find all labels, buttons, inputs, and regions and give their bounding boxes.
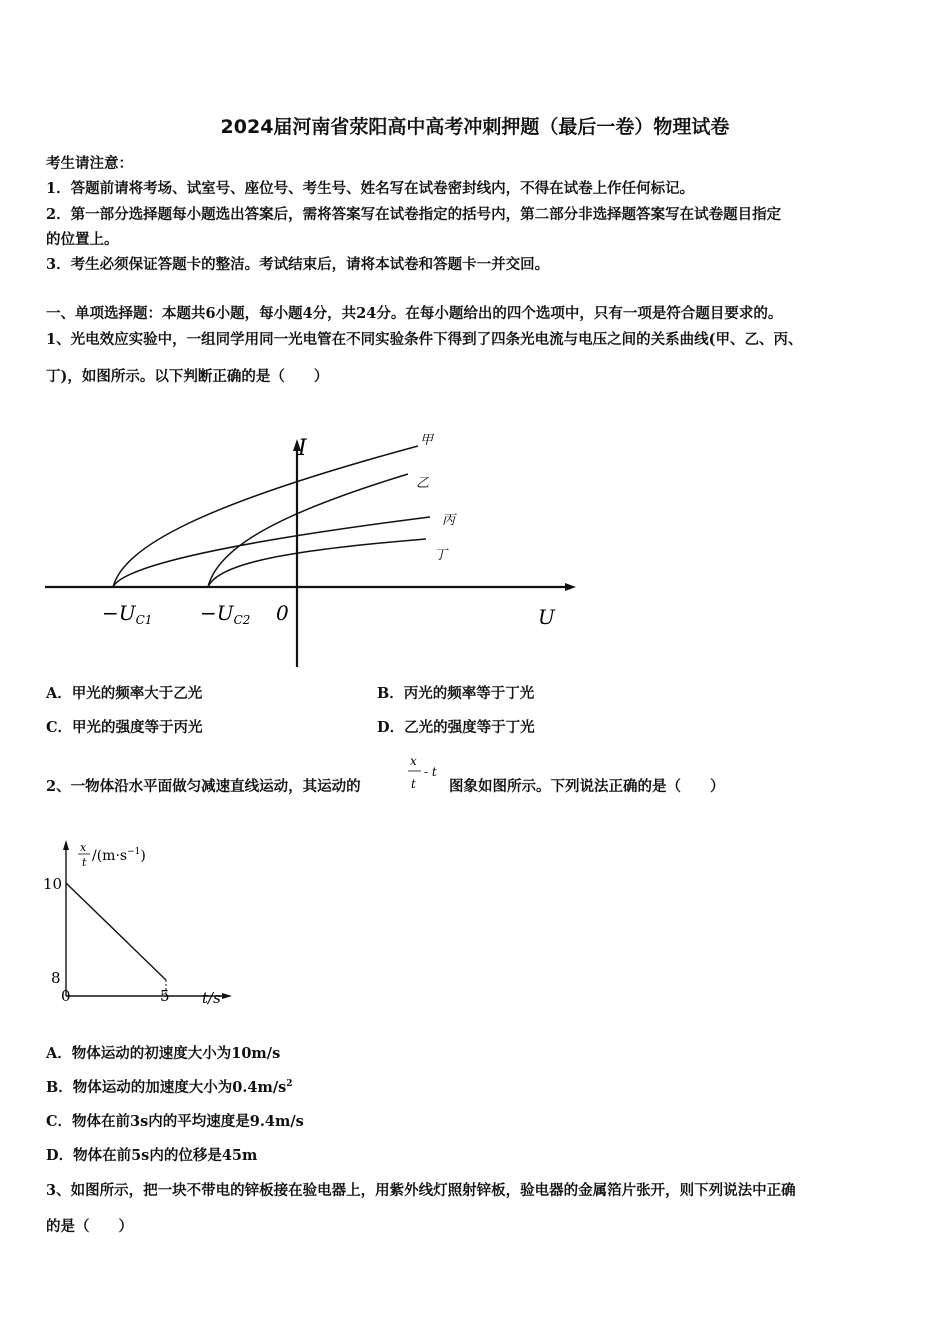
q2-xt-graph [38,834,238,1014]
q2-y-axis-arrow [63,840,69,850]
svg-text:- t: - t [424,765,437,779]
q1-option-a[interactable]: A．甲光的频率大于乙光 [46,685,203,702]
q1-curve-label-bing: 丙 [442,513,456,528]
q2-x-label: t/s [202,989,221,1007]
q1-curve-yi [208,474,408,587]
q1-text-line2: 丁)，如图所示。以下判断正确的是（ ） [46,368,329,385]
q1-curve-label-jia: 甲 [420,433,434,448]
section-heading: 一、单项选择题：本题共6小题，每小题4分，共24分。在每小题给出的四个选项中，只有一项是符合题目要求的。 [46,305,783,322]
svg-text:x: x [410,754,417,768]
q2-option-d[interactable]: D．物体在前5s内的位移是45m [46,1147,258,1164]
notice-item-3: 3．考生必须保证答题卡的整洁。考试结束后，请将本试卷和答题卡一并交回。 [46,256,550,273]
notice-item-2: 2．第一部分选择题每小题选出答案后，需将答案写在试卷指定的括号内，第二部分非选择题答案写在试卷题目指定 [46,206,782,223]
q1-curve-ding [208,539,426,587]
q2-option-b[interactable]: B．物体运动的加速度大小为$0.4m/s^2$ [46,1079,293,1096]
q1-option-d[interactable]: D．乙光的强度等于丁光 [377,719,535,736]
q2-option-c[interactable]: C．物体在前3s内的平均速度是9.4m/s [46,1113,304,1130]
q1-uc1-label: $-U_{C1}$ [102,601,153,627]
q1-curve-label-yi: 乙 [416,476,430,491]
q3-text-line2: 的是（ ） [46,1218,133,1235]
q1-origin-label: 0 [276,601,289,625]
q1-u-axis-arrow [565,583,576,591]
q1-i-label: I [298,436,307,461]
q1-curve-label-ding: 丁 [434,548,448,563]
q2-y-label-num: x [80,841,87,854]
q1-option-c[interactable]: C．甲光的强度等于丙光 [46,719,203,736]
q2-x-tick-0: 0 [61,987,71,1005]
q2-x-axis-arrow [222,993,232,999]
q1-curve-jia [113,446,418,587]
q2-option-a[interactable]: A．物体运动的初速度大小为10m/s [46,1045,281,1062]
q1-u-label: U [538,605,555,629]
notice-item-1: 1．答题前请将考场、试室号、座位号、考生号、姓名写在试卷密封线内，不得在试卷上作任何标记。 [46,180,695,197]
q1-curve-bing [113,517,430,587]
q1-uc2-label: $-U_{C2}$ [200,601,251,627]
q2-text-before: 2、一物体沿水平面做匀减速直线运动，其运动的 [46,778,361,795]
notice-heading: 考生请注意： [46,155,133,172]
svg-text:t: t [411,777,416,791]
q3-text-line1: 3、如图所示，把一块不带电的锌板接在验电器上，用紫外线灯照射锌板，验电器的金属箔片张开，则下列说法中正确 [46,1182,796,1199]
q2-y-label-den: t [82,856,87,869]
q2-y-tick-8: 8 [51,969,61,987]
q2-x-tick-5: 5 [160,987,170,1005]
q1-iu-graph [40,425,585,673]
page-title: 2024届河南省荥阳高中高考冲刺押题（最后一卷）物理试卷 [220,116,730,138]
q2-text-after: 图象如图所示。下列说法正确的是（ ） [449,778,725,795]
q2-data-line [66,883,166,980]
q2-y-tick-10: 10 [43,875,63,893]
q2-x-over-t-fraction [405,752,449,798]
q1-option-b[interactable]: B．丙光的频率等于丁光 [377,685,535,702]
notice-item-2-cont: 的位置上。 [46,231,119,248]
q1-text-line1: 1、光电效应实验中，一组同学用同一光电管在不同实验条件下得到了四条光电流与电压之间的关系曲线(甲、乙、丙、 [46,331,803,348]
q2-y-unit: $/(m\cdot s^{-1})$ [92,847,146,864]
